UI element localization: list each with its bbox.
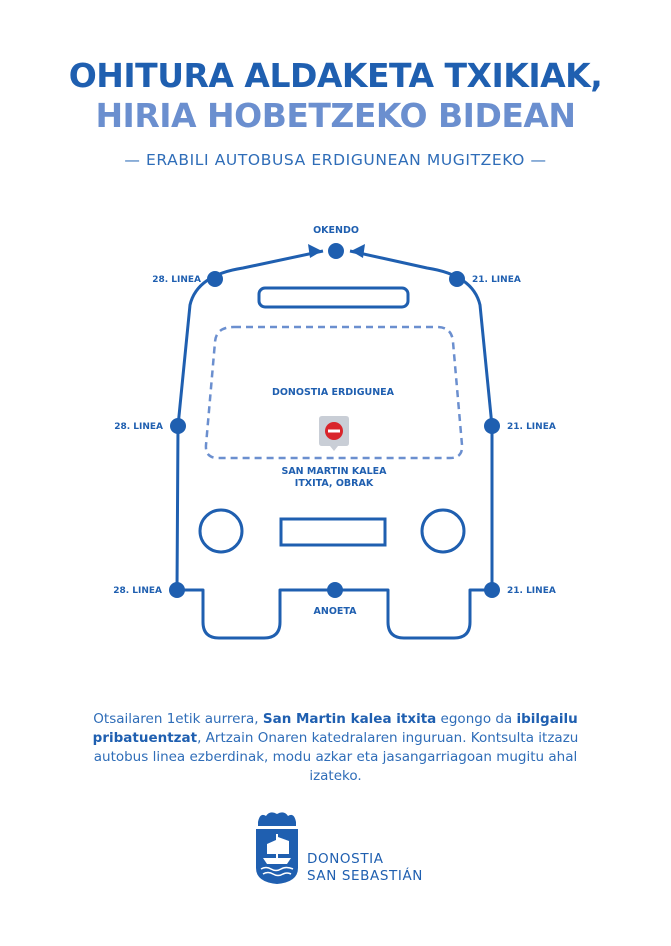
- label-28-mid: 28. LINEA: [114, 422, 163, 432]
- stop-28-bottom: [169, 582, 185, 598]
- main-title-line-2: HIRIA HOBETZEKO BIDEAN: [95, 96, 576, 135]
- no-entry-icon: [319, 416, 349, 451]
- label-21-mid: 21. LINEA: [507, 422, 556, 432]
- stop-28-mid: [170, 418, 186, 434]
- label-anoeta: ANOETA: [313, 606, 357, 617]
- city-shield-icon: [254, 810, 300, 886]
- bus-headlight-left: [200, 510, 242, 552]
- stop-anoeta: [327, 582, 343, 598]
- stop-21-top: [449, 271, 465, 287]
- bus-top-window: [259, 288, 408, 307]
- label-closure-2: ITXITA, OBRAK: [294, 478, 374, 489]
- label-zone: DONOSTIA ERDIGUNEA: [271, 387, 395, 398]
- city-logo-text: [307, 851, 423, 885]
- label-21-bottom: 21. LINEA: [507, 586, 556, 596]
- label-28-top: 28. LINEA: [152, 275, 201, 285]
- label-closure-1: SAN MARTIN KALEA: [281, 466, 387, 477]
- bus-plate: [281, 519, 385, 545]
- stop-okendo: [328, 243, 344, 259]
- label-okendo: OKENDO: [313, 225, 359, 236]
- stop-21-mid: [484, 418, 500, 434]
- label-28-bottom: 28. LINEA: [113, 586, 162, 596]
- bus-headlight-right: [422, 510, 464, 552]
- stop-28-top: [207, 271, 223, 287]
- logo-line-2: SAN SEBASTIÁN: [307, 868, 423, 884]
- stop-21-bottom: [484, 582, 500, 598]
- description-paragraph: Otsailaren 1etik aurrera, San Martin kalea itxita egongo da ibilgailu pribatuentzat, Artzain Onaren katedralaren inguruan. Kontsulta itzazu autobus linea ezberdinak, modu azkar eta jasangarriagoan mugitu ahal izateko.: [92, 711, 579, 784]
- label-21-top: 21. LINEA: [472, 275, 521, 285]
- logo-line-1: DONOSTIA: [307, 851, 384, 867]
- subtitle: — ERABILI AUTOBUSA ERDIGUNEAN MUGITZEKO —: [124, 151, 547, 169]
- main-title-line-1: OHITURA ALDAKETA TXIKIAK,: [68, 56, 603, 95]
- arrow-right-icon: [351, 244, 365, 258]
- arrow-left-icon: [308, 244, 322, 258]
